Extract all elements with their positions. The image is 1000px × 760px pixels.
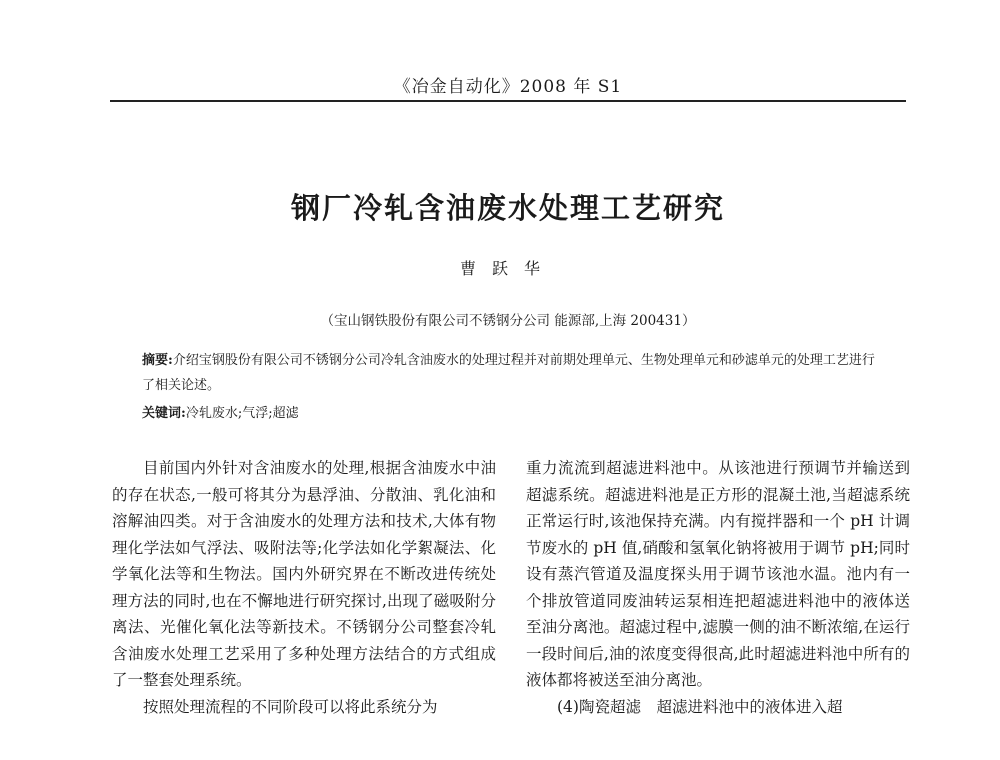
- header-rule: [110, 100, 906, 102]
- author-name: 曹跃华: [459, 259, 556, 278]
- body-paragraph-truncated: (4)陶瓷超滤 超滤进料池中的液体进入超: [557, 697, 843, 716]
- body-column-right: [526, 455, 910, 724]
- body-paragraph-truncated: 按照处理流程的不同阶段可以将此系统分为: [143, 697, 438, 716]
- running-header: 《冶金自动化》2008 年 S1: [393, 77, 623, 97]
- keywords: [142, 401, 882, 426]
- keywords-text: 冷轧废水;气浮;超滤: [185, 406, 299, 421]
- keywords-label: 关键词:: [142, 406, 186, 421]
- abstract-label: 摘要:: [142, 353, 173, 368]
- body-paragraph: 重力流流到超滤进料池中。从该池进行预调节并输送到超滤系统。超滤进料池是正方形的混凝土池,当超滤系统正常运行时,该池保持充满。内有搅拌器和一个 pH 计调节废水的 pH 值,硝酸和氢氧化钠将被用于调节 pH;同时设有蒸汽管道及温度探头用于调节该池水温。池内有一个排放管道同废油转运泵相连把超滤进料池中的液体送至油分离池。超滤过程中,滤膜一侧的油不断浓缩,在运行一段时间后,油的浓度变得很高,此时超滤进料池中所有的液体都将被送至油分离池。: [526, 459, 910, 689]
- abstract-text: 介绍宝钢股份有限公司不锈钢分公司冷轧含油废水的处理过程并对前期处理单元、生物处理单元和砂滤单元的处理工艺进行了相关论述。: [142, 353, 875, 393]
- paper-title: 钢厂冷轧含油废水处理工艺研究: [290, 191, 725, 225]
- body-paragraph: 目前国内外针对含油废水的处理,根据含油废水中油的存在状态,一般可将其分为悬浮油、分散油、乳化油和溶解油四类。对于含油废水的处理方法和技术,大体有物理化学法如气浮法、吸附法等;化学法如化学絮凝法、化学氧化法等和生物法。国内外研究界在不断改进传统处理方法的同时,也在不懈地进行研究探讨,出现了磁吸附分离法、光催化氧化法等新技术。不锈钢分公司整套冷轧含油废水处理工艺采用了多种处理方法结合的方式组成了一整套处理系统。: [112, 459, 496, 689]
- body-column-left: [112, 455, 496, 724]
- abstract: [142, 348, 882, 398]
- author-affiliation: （宝山钢铁股份有限公司不锈钢分公司 能源部,上海 200431）: [320, 313, 696, 329]
